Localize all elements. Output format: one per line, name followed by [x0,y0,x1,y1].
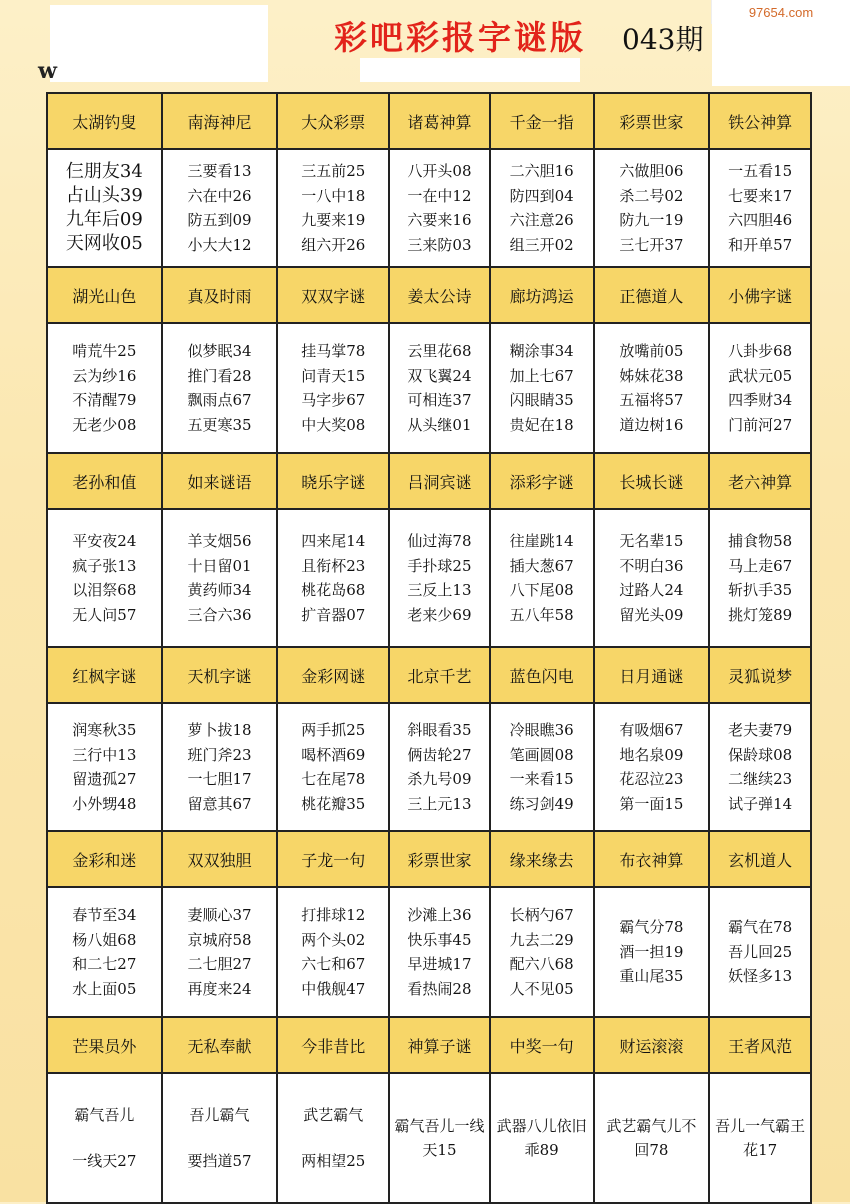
riddle-line: 两手抓25 [301,721,366,739]
riddle-cell [389,509,490,647]
riddle-line: 小大大12 [187,235,252,254]
riddle-line: 京城府58 [187,930,252,949]
riddle-line: 放嘴前05 [619,342,684,360]
riddle-line: 和开单57 [728,235,793,254]
riddle-line: 疯子张13 [72,556,137,575]
riddle-line: 占山头39 [65,185,143,206]
riddle-cell [594,149,710,267]
riddle-line: 水上面05 [72,979,137,998]
riddle-line: 四季财34 [728,391,793,409]
riddle-line: 似梦眠34 [187,342,252,360]
riddle-cell [47,149,162,267]
riddle-line: 八开头08 [407,162,472,180]
column-header: 如来谜语 [162,453,278,509]
riddle-table [46,92,812,1204]
riddle-line: 天网收05 [65,233,143,254]
riddle-line: 配六八68 [509,955,574,973]
riddle-line: 啃荒牛25 [72,342,137,360]
riddle-cell [277,323,389,453]
content-row [47,509,811,647]
riddle-line: 飘雨点67 [187,391,252,409]
riddle-line: 道边树16 [619,415,684,434]
riddle-line: 姊妹花38 [619,366,684,385]
column-header: 正德道人 [594,267,710,323]
riddle-line: 以泪祭68 [72,581,137,599]
riddle-line: 武艺霸气 [303,1106,364,1124]
riddle-cell [709,149,811,267]
column-header: 大众彩票 [277,93,389,149]
riddle-cell [594,703,710,831]
riddle-line: 妖怪多13 [728,967,793,986]
riddle-line: 三合六36 [187,605,252,624]
riddle-line: 捕食物58 [728,532,793,550]
riddle-cell [277,509,389,647]
riddle-line: 花17 [743,1141,778,1159]
riddle-cell [709,887,811,1017]
riddle-cell [490,703,594,831]
riddle-line: 往崖跳14 [509,532,574,550]
column-header: 子龙一句 [277,831,389,887]
riddle-line: 防五到09 [187,211,252,229]
riddle-line: 酒一担19 [619,942,684,961]
riddle-cell [162,1073,278,1203]
riddle-cell [594,1073,710,1203]
riddle-line: 春节至34 [72,906,137,924]
riddle-line: 六七和67 [301,955,366,973]
riddle-line: 看热闹28 [407,979,472,998]
riddle-cell [162,703,278,831]
riddle-line: 两相望25 [301,1152,366,1170]
riddle-line: 有吸烟67 [619,721,684,739]
header-row [47,267,811,323]
riddle-line: 云为纱16 [72,366,137,385]
riddle-line: 一线天27 [72,1152,137,1170]
riddle-cell [709,1073,811,1203]
riddle-line: 冷眼瞧36 [509,721,574,739]
issue-number: 043期 [622,23,704,56]
column-header: 灵狐说梦 [709,647,811,703]
column-header: 蓝色闪电 [490,647,594,703]
column-header: 金彩网谜 [277,647,389,703]
column-header: 财运滚滚 [594,1017,710,1073]
riddle-line: 羊支烟56 [187,532,252,550]
riddle-line: 无名辈15 [619,532,684,550]
content-row [47,1073,811,1203]
riddle-line: 第一面15 [619,794,684,813]
riddle-line: 八下尾08 [509,581,574,599]
riddle-line: 二七胆27 [187,955,252,973]
riddle-line: 一在中12 [407,186,472,205]
riddle-cell [162,887,278,1017]
riddle-line: 加上七67 [509,366,574,385]
riddle-line: 问青天15 [301,366,366,385]
riddle-line: 练习剑49 [509,794,574,813]
riddle-line: 一八中18 [301,186,366,205]
riddle-line: 一五看15 [728,162,793,180]
white-mask-block [360,58,580,82]
riddle-line: 三来防03 [407,235,472,254]
riddle-line: 长柄勺67 [509,906,574,924]
riddle-cell [490,149,594,267]
white-mask-block [712,24,850,86]
riddle-cell [277,887,389,1017]
riddle-cell [594,509,710,647]
column-header: 天机字谜 [162,647,278,703]
riddle-line: 留遗孤27 [72,770,137,788]
riddle-line: 挑灯笼89 [728,605,793,624]
riddle-cell [389,1073,490,1203]
riddle-line: 地名泉09 [619,745,684,764]
column-header: 添彩字谜 [490,453,594,509]
column-header: 老孙和值 [47,453,162,509]
watermark: 97654.com [711,0,850,24]
riddle-cell [47,887,162,1017]
riddle-line: 两个头02 [301,930,366,949]
riddle-line: 六四胆46 [728,211,793,229]
column-header: 吕洞宾谜 [389,453,490,509]
riddle-cell [47,509,162,647]
riddle-line: 从头继01 [407,415,472,434]
riddle-line: 门前河27 [728,415,793,434]
column-header: 小佛字谜 [709,267,811,323]
riddle-line: 无人问57 [72,605,137,624]
riddle-line: 斜眼看35 [407,721,472,739]
column-header: 老六神算 [709,453,811,509]
riddle-line: 三五前25 [301,162,366,180]
riddle-cell [47,703,162,831]
riddle-line: 早进城17 [407,955,472,973]
column-header: 王者风范 [709,1017,811,1073]
riddle-line: 武状元05 [728,366,793,385]
riddle-cell [47,1073,162,1203]
column-header: 姜太公诗 [389,267,490,323]
content-row [47,323,811,453]
content-row [47,887,811,1017]
riddle-line: 润寒秋35 [72,721,137,739]
riddle-line: 留光头09 [619,605,684,624]
riddle-line: 天15 [422,1141,457,1159]
riddle-cell [162,149,278,267]
riddle-line: 老来少69 [407,605,472,624]
header-row [47,453,811,509]
content-row [47,149,811,267]
riddle-line: 六注意26 [509,211,574,229]
riddle-line: 打排球12 [301,906,366,924]
riddle-cell [709,703,811,831]
column-header: 金彩和迷 [47,831,162,887]
riddle-cell [389,323,490,453]
riddle-line: 插大葱67 [509,556,574,575]
riddle-line: 保龄球08 [728,745,793,764]
riddle-line: 留意其67 [187,794,252,813]
column-header: 千金一指 [490,93,594,149]
riddle-line: 人不见05 [509,979,574,998]
riddle-cell [277,1073,389,1203]
riddle-line: 小外甥48 [72,794,137,813]
riddle-line: 斩扒手35 [728,581,793,599]
riddle-line: 中俄舰47 [301,979,366,998]
riddle-line: 一来看15 [509,770,574,788]
riddle-cell [709,323,811,453]
riddle-line: 且衔杯23 [301,556,366,575]
white-mask-block [50,5,268,82]
riddle-line: 防九一19 [619,211,684,229]
riddle-line: 三反上13 [407,581,472,599]
column-header: 布衣神算 [594,831,710,887]
column-header: 真及时雨 [162,267,278,323]
riddle-line: 三七开37 [619,235,684,254]
riddle-cell [389,149,490,267]
column-header: 无私奉献 [162,1017,278,1073]
riddle-line: 中大奖08 [301,415,366,434]
column-header: 神算子谜 [389,1017,490,1073]
riddle-line: 闪眼睛35 [509,391,574,409]
riddle-line: 笔画圆08 [509,745,574,764]
riddle-cell [277,703,389,831]
riddle-cell [277,149,389,267]
riddle-line: 六做胆06 [619,162,684,180]
riddle-line: 武器八儿依旧 [496,1116,587,1135]
riddle-cell [47,323,162,453]
riddle-line: 和二七27 [72,955,137,973]
riddle-cell [389,703,490,831]
riddle-cell [709,509,811,647]
header-leading-char: w [38,58,57,84]
riddle-line: 推门看28 [187,366,252,385]
riddle-line: 霸气吾儿 [74,1106,135,1124]
riddle-line: 俩齿轮27 [407,745,472,764]
riddle-line: 五更寒35 [187,415,252,434]
riddle-line: 组三开02 [509,235,574,254]
column-header: 日月通谜 [594,647,710,703]
riddle-line: 重山尾35 [619,967,684,986]
riddle-line: 九年后09 [65,209,143,230]
riddle-line: 黄药师34 [187,581,252,599]
riddle-line: 十日留01 [187,556,252,575]
column-header: 铁公神算 [709,93,811,149]
column-header: 晓乐字谜 [277,453,389,509]
column-header: 彩票世家 [389,831,490,887]
riddle-line: 班门斧23 [187,745,252,764]
riddle-line: 霸气吾儿一线 [394,1116,485,1135]
riddle-line: 可相连37 [407,391,472,409]
riddle-line: 喝杯酒69 [301,745,366,764]
column-header: 双双独胆 [162,831,278,887]
riddle-line: 试子弹14 [728,794,793,813]
riddle-line: 吾儿一气霸王 [715,1116,806,1135]
riddle-line: 六要来16 [407,211,472,229]
riddle-line: 糊涂事34 [509,342,574,360]
riddle-line: 扩音器07 [301,605,366,624]
riddle-line: 过路人24 [619,581,684,599]
riddle-line: 马字步67 [301,391,366,409]
riddle-line: 要挡道57 [187,1152,252,1170]
column-header: 中奖一句 [490,1017,594,1073]
riddle-line: 云里花68 [407,342,472,360]
riddle-cell [389,887,490,1017]
riddle-line: 三行中13 [72,745,137,764]
riddle-line: 挂马掌78 [301,342,366,360]
riddle-line: 二六胆16 [509,162,574,180]
riddle-line: 四来尾14 [301,532,366,550]
column-header: 玄机道人 [709,831,811,887]
riddle-line: 快乐事45 [407,930,472,949]
riddle-line: 沙滩上36 [407,906,472,924]
riddle-line: 八卦步68 [728,342,793,360]
column-header: 廊坊鸿运 [490,267,594,323]
riddle-cell [594,323,710,453]
riddle-line: 老夫妻79 [728,721,793,739]
riddle-line: 不清醒79 [72,391,137,409]
header-row [47,93,811,149]
riddle-line: 杨八姐68 [72,930,137,949]
riddle-cell [162,323,278,453]
riddle-line: 回78 [634,1141,669,1159]
riddle-line: 手扑球25 [407,556,472,575]
riddle-line: 平安夜24 [72,532,137,550]
page-title: 彩吧彩报字谜版 [334,18,586,57]
header-row [47,831,811,887]
header-row [47,647,811,703]
riddle-cell [594,887,710,1017]
column-header: 诸葛神算 [389,93,490,149]
riddle-cell [162,509,278,647]
riddle-cell [490,323,594,453]
riddle-line: 五福将57 [619,391,684,409]
riddle-line: 仙过海78 [407,532,472,550]
riddle-line: 霸气分78 [619,918,684,937]
riddle-line: 桃花岛68 [301,581,366,599]
riddle-line: 霸气在78 [728,918,793,937]
riddle-line: 杀九号09 [407,770,472,788]
riddle-line: 七要来17 [728,186,793,205]
riddle-line: 武艺霸气儿不 [606,1116,697,1135]
riddle-line: 组六开26 [301,235,366,254]
riddle-line: 不明白36 [619,556,684,575]
riddle-line: 七在尾78 [301,770,366,788]
riddle-line: 吾儿霸气 [189,1106,250,1124]
riddle-line: 乖89 [524,1141,559,1159]
column-header: 太湖钓叟 [47,93,162,149]
riddle-line: 桃花瓣35 [301,794,366,813]
riddle-line: 马上走67 [728,556,793,575]
column-header: 红枫字谜 [47,647,162,703]
riddle-cell [490,1073,594,1203]
riddle-line: 吾儿回25 [728,942,793,961]
column-header: 芒果员外 [47,1017,162,1073]
column-header: 南海神尼 [162,93,278,149]
riddle-line: 九要来19 [301,211,366,229]
riddle-line: 三要看13 [187,162,252,180]
riddle-line: 萝卜拔18 [187,721,252,739]
riddle-line: 花忍泣23 [619,770,684,788]
riddle-cell [490,509,594,647]
riddle-line: 六在中26 [187,186,252,205]
riddle-line: 双飞翼24 [407,366,472,385]
riddle-line: 防四到04 [509,186,574,205]
column-header: 今非昔比 [277,1017,389,1073]
riddle-line: 二继续23 [728,770,793,788]
column-header: 长城长谜 [594,453,710,509]
riddle-line: 五八年58 [509,605,574,624]
riddle-line: 一七胆17 [187,770,252,788]
riddle-line: 无老少08 [72,415,137,434]
riddle-line: 妻顺心37 [187,906,252,924]
column-header: 湖光山色 [47,267,162,323]
riddle-line: 九去二29 [509,930,574,949]
content-row [47,703,811,831]
header-row [47,1017,811,1073]
riddle-line: 仨朋友34 [65,161,143,182]
riddle-line: 三上元13 [407,794,472,813]
column-header: 彩票世家 [594,93,710,149]
column-header: 缘来缘去 [490,831,594,887]
column-header: 双双字谜 [277,267,389,323]
riddle-cell [490,887,594,1017]
column-header: 北京千艺 [389,647,490,703]
riddle-line: 贵妃在18 [509,415,574,434]
riddle-line: 再度来24 [187,979,252,998]
riddle-line: 杀二号02 [619,186,684,205]
